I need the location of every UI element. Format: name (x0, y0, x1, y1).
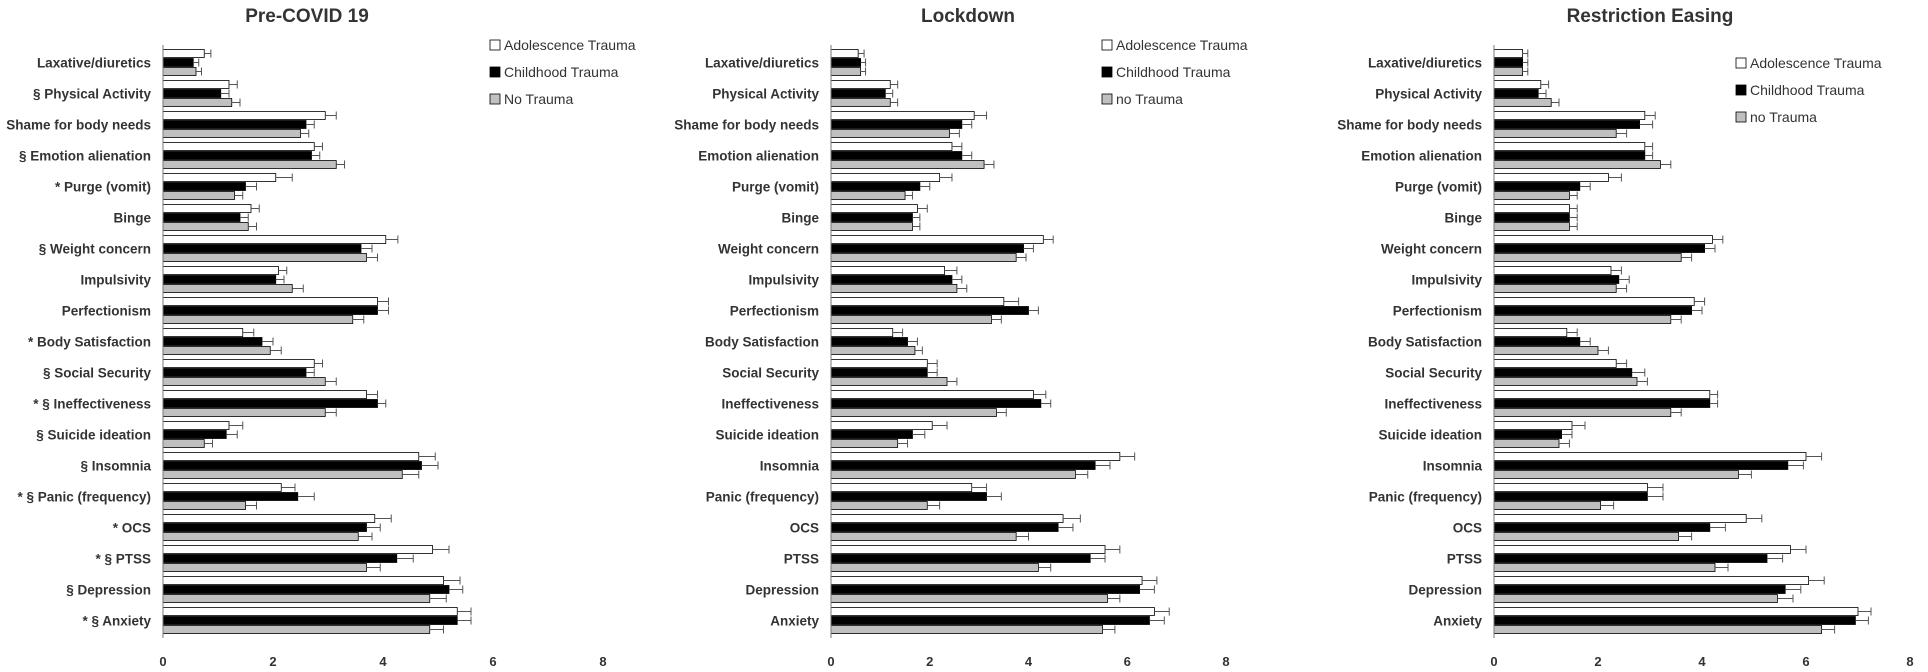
bar (1494, 338, 1580, 346)
bar (1494, 546, 1790, 554)
bar (163, 555, 397, 563)
bar (831, 626, 1103, 634)
legend-swatch (490, 40, 500, 50)
bar (163, 378, 325, 386)
category-label: Panic (frequency) (1368, 489, 1482, 505)
bar (163, 360, 314, 368)
bar (1494, 161, 1660, 169)
chart-panel-1 (6, 6, 636, 669)
x-tick-label: 6 (1802, 654, 1810, 669)
category-label: Shame for body needs (6, 117, 151, 133)
bar (831, 422, 932, 430)
bar (1494, 68, 1523, 76)
category-label: § Suicide ideation (36, 427, 151, 443)
bar (831, 161, 984, 169)
legend-swatch (490, 67, 500, 77)
bar (831, 223, 912, 231)
bar (1494, 130, 1616, 138)
category-label: Impulsivity (80, 272, 151, 288)
category-label: Impulsivity (1411, 272, 1482, 288)
legend-swatch (490, 94, 500, 104)
bar (163, 462, 422, 470)
category-label: § Weight concern (38, 241, 151, 257)
bar (163, 440, 204, 448)
bar (1494, 298, 1694, 306)
category-label: Purge (vomit) (1394, 179, 1482, 195)
bar (831, 99, 890, 107)
category-label: Suicide ideation (1378, 427, 1482, 443)
bar (831, 471, 1075, 479)
category-label: Suicide ideation (715, 427, 819, 443)
category-label: Purge (vomit) (731, 179, 819, 195)
bar (831, 152, 962, 160)
bar (831, 90, 885, 98)
bar (1494, 608, 1858, 616)
bar (1494, 493, 1647, 501)
bar (831, 347, 915, 355)
bar (831, 276, 952, 284)
x-tick-label: 2 (926, 654, 934, 669)
bar (1494, 462, 1788, 470)
bar (831, 267, 945, 275)
bar (1494, 143, 1645, 151)
bar (163, 205, 251, 213)
bar (1494, 90, 1538, 98)
bar (1494, 369, 1632, 377)
bar (831, 564, 1038, 572)
category-label: Ineffectiveness (721, 396, 819, 412)
bar (163, 546, 433, 554)
category-label: * Body Satisfaction (27, 334, 151, 350)
bar (163, 112, 325, 120)
bar (163, 422, 229, 430)
bar (1494, 205, 1569, 213)
bar (1494, 152, 1645, 160)
bar (831, 595, 1108, 603)
bar (1494, 400, 1710, 408)
bar (163, 608, 457, 616)
category-label: Perfectionism (1392, 303, 1482, 319)
category-label: Shame for body needs (1337, 117, 1482, 133)
bar (1494, 316, 1671, 324)
bar (831, 546, 1105, 554)
bar (163, 347, 270, 355)
bar (163, 121, 306, 129)
legend-swatch (1102, 40, 1112, 50)
bar (163, 161, 336, 169)
bar (831, 192, 905, 200)
bar (1494, 440, 1559, 448)
bar (1494, 236, 1712, 244)
bar (1494, 577, 1809, 585)
bar (163, 484, 281, 492)
bar (163, 192, 235, 200)
bar (831, 338, 908, 346)
x-tick-label: 8 (1906, 654, 1914, 669)
category-label: Shame for body needs (674, 117, 819, 133)
category-label: Anxiety (770, 613, 819, 629)
bar (1494, 112, 1645, 120)
bar (1494, 502, 1601, 510)
bar (1494, 378, 1637, 386)
bar (163, 81, 229, 89)
bar (1494, 285, 1616, 293)
bar (163, 471, 402, 479)
category-label: Weight concern (1380, 241, 1482, 257)
bar (831, 236, 1043, 244)
bar (1494, 214, 1569, 222)
bar (1494, 617, 1855, 625)
bar (831, 121, 962, 129)
bar (831, 409, 996, 417)
bar (1494, 329, 1567, 337)
x-tick-label: 0 (1490, 654, 1498, 669)
bar (163, 617, 457, 625)
bar (831, 130, 950, 138)
bar (1494, 254, 1681, 262)
category-label: Binge (1444, 210, 1482, 226)
category-label: Anxiety (1433, 613, 1482, 629)
category-label: Perfectionism (729, 303, 819, 319)
bar (831, 360, 927, 368)
bar (163, 524, 367, 532)
x-tick-label: 8 (1222, 654, 1230, 669)
bar (1494, 99, 1551, 107)
category-label: Insomnia (1422, 458, 1482, 474)
bar (831, 214, 912, 222)
bar (163, 502, 246, 510)
legend-label: No Trauma (504, 91, 574, 107)
bar (831, 378, 947, 386)
bar (163, 577, 444, 585)
bar (831, 369, 927, 377)
category-label: Emotion alienation (1361, 148, 1482, 164)
bar (163, 307, 378, 315)
legend-swatch (1736, 112, 1746, 122)
bar (163, 409, 325, 417)
bar (831, 254, 1016, 262)
bar (163, 400, 378, 408)
bar (831, 400, 1041, 408)
category-label: * § Anxiety (82, 613, 151, 629)
category-label: § Insomnia (80, 458, 151, 474)
bar (1494, 564, 1715, 572)
bar (1494, 174, 1608, 182)
bar (1494, 307, 1692, 315)
x-tick-label: 2 (1594, 654, 1602, 669)
bar (1494, 409, 1671, 417)
bar (831, 391, 1033, 399)
legend-label: Adolescence Trauma (504, 37, 636, 53)
category-label: PTSS (1446, 551, 1482, 567)
category-label: Insomnia (759, 458, 819, 474)
bar (1494, 431, 1562, 439)
bar (831, 524, 1058, 532)
bar (1494, 276, 1619, 284)
category-label: Social Security (722, 365, 819, 381)
bar (163, 59, 193, 67)
legend-label: Childhood Trauma (1750, 82, 1865, 98)
bar (1494, 183, 1580, 191)
category-label: Weight concern (717, 241, 819, 257)
bar (163, 316, 353, 324)
bar (1494, 347, 1598, 355)
bar (831, 316, 991, 324)
bar (163, 152, 312, 160)
bar (831, 112, 974, 120)
bar (163, 130, 301, 138)
legend-swatch (1736, 58, 1746, 68)
bar (163, 276, 276, 284)
bar (163, 329, 243, 337)
legend-label: no Trauma (1116, 91, 1183, 107)
bar (831, 533, 1016, 541)
bar (831, 555, 1090, 563)
bar (163, 338, 262, 346)
bar (163, 391, 367, 399)
bar (831, 502, 927, 510)
bar (1494, 595, 1777, 603)
bar (163, 369, 306, 377)
category-label: Body Satisfaction (1367, 334, 1482, 350)
bar (163, 586, 449, 594)
bar (831, 183, 920, 191)
bar (163, 298, 378, 306)
bar (1494, 555, 1767, 563)
chart-title: Pre-COVID 19 (245, 6, 369, 27)
category-label: Depression (745, 582, 819, 598)
category-label: Impulsivity (748, 272, 819, 288)
legend-swatch (1736, 85, 1746, 95)
category-label: * Purge (vomit) (54, 179, 151, 195)
x-tick-label: 0 (159, 654, 167, 669)
legend-label: Childhood Trauma (504, 64, 619, 80)
bar (163, 183, 246, 191)
bar (1494, 626, 1822, 634)
bar (1494, 121, 1640, 129)
bar (1494, 533, 1679, 541)
bar (163, 223, 248, 231)
bar (831, 440, 898, 448)
bar (831, 205, 917, 213)
category-label: Laxative/diuretics (704, 55, 819, 71)
bar (831, 617, 1149, 625)
bar (831, 431, 912, 439)
x-tick-label: 6 (1123, 654, 1131, 669)
bar (1494, 81, 1541, 89)
category-label: OCS (789, 520, 819, 536)
bar (163, 214, 240, 222)
bar (831, 59, 861, 67)
bar (831, 329, 893, 337)
category-label: OCS (1452, 520, 1482, 536)
bar (831, 577, 1142, 585)
chart-title: Lockdown (921, 6, 1015, 27)
bar (163, 267, 279, 275)
category-label: * OCS (112, 520, 151, 536)
bar (163, 493, 298, 501)
x-tick-label: 0 (827, 654, 835, 669)
bar (1494, 50, 1523, 58)
bar (1494, 484, 1647, 492)
bar (831, 307, 1029, 315)
bar (163, 533, 358, 541)
legend-label: no Trauma (1750, 109, 1817, 125)
category-label: Emotion alienation (698, 148, 819, 164)
bar (163, 174, 276, 182)
legend-swatch (1102, 67, 1112, 77)
x-tick-label: 8 (599, 654, 607, 669)
bar (163, 626, 430, 634)
bar (163, 68, 196, 76)
bar (831, 143, 952, 151)
category-label: Physical Activity (1375, 86, 1482, 102)
bar (831, 68, 861, 76)
bar (831, 50, 858, 58)
category-label: Laxative/diuretics (1367, 55, 1482, 71)
bar (163, 254, 367, 262)
category-label: Depression (1408, 582, 1482, 598)
bar (831, 174, 940, 182)
category-label: Panic (frequency) (705, 489, 819, 505)
category-label: * § Ineffectiveness (33, 396, 151, 412)
category-label: Laxative/diuretics (36, 55, 151, 71)
bar (831, 298, 1004, 306)
bar (831, 453, 1120, 461)
bar (831, 81, 890, 89)
bar (163, 564, 367, 572)
bar (163, 50, 204, 58)
chart-title: Restriction Easing (1566, 6, 1734, 27)
category-label: Binge (781, 210, 819, 226)
legend-swatch (1102, 94, 1112, 104)
category-label: Perfectionism (61, 303, 151, 319)
legend-label: Adolescence Trauma (1116, 37, 1248, 53)
x-tick-label: 4 (379, 654, 387, 669)
bar (1494, 453, 1806, 461)
bar (1494, 471, 1738, 479)
bar (831, 484, 972, 492)
bar (1494, 515, 1746, 523)
bar (1494, 267, 1611, 275)
bar (1494, 586, 1785, 594)
bar (163, 90, 221, 98)
category-label: Social Security (1385, 365, 1482, 381)
category-label: * § Panic (frequency) (17, 489, 151, 505)
bar (1494, 422, 1572, 430)
bar (163, 595, 430, 603)
bar (163, 245, 361, 253)
x-tick-label: 6 (489, 654, 497, 669)
x-tick-label: 2 (269, 654, 277, 669)
chart-panel-2 (674, 6, 1248, 669)
category-label: * § PTSS (95, 551, 151, 567)
legend-label: Adolescence Trauma (1750, 55, 1882, 71)
category-label: § Depression (66, 582, 151, 598)
x-tick-label: 4 (1024, 654, 1033, 669)
category-label: Binge (113, 210, 151, 226)
bar (1494, 59, 1523, 67)
bar (831, 285, 957, 293)
x-tick-label: 4 (1698, 654, 1706, 669)
bar (163, 431, 226, 439)
bar (1494, 360, 1616, 368)
bar (1494, 223, 1569, 231)
category-label: § Physical Activity (32, 86, 151, 102)
bar (1494, 524, 1710, 532)
bar (163, 236, 386, 244)
bar (163, 453, 419, 461)
bar (163, 285, 292, 293)
bar (831, 586, 1140, 594)
bar (831, 245, 1024, 253)
category-label: Ineffectiveness (1384, 396, 1482, 412)
category-label: PTSS (783, 551, 819, 567)
legend-label: Childhood Trauma (1116, 64, 1231, 80)
bar (831, 515, 1063, 523)
bar (1494, 245, 1705, 253)
bar (831, 462, 1095, 470)
category-label: Body Satisfaction (704, 334, 819, 350)
bar (1494, 192, 1569, 200)
category-label: § Emotion alienation (18, 148, 151, 164)
bar (1494, 391, 1710, 399)
chart-panel-3 (1337, 6, 1913, 669)
category-label: Physical Activity (712, 86, 819, 102)
bar (831, 493, 987, 501)
bar (831, 608, 1154, 616)
bar (163, 99, 232, 107)
bar (163, 515, 375, 523)
category-label: § Social Security (42, 365, 151, 381)
bar (163, 143, 314, 151)
